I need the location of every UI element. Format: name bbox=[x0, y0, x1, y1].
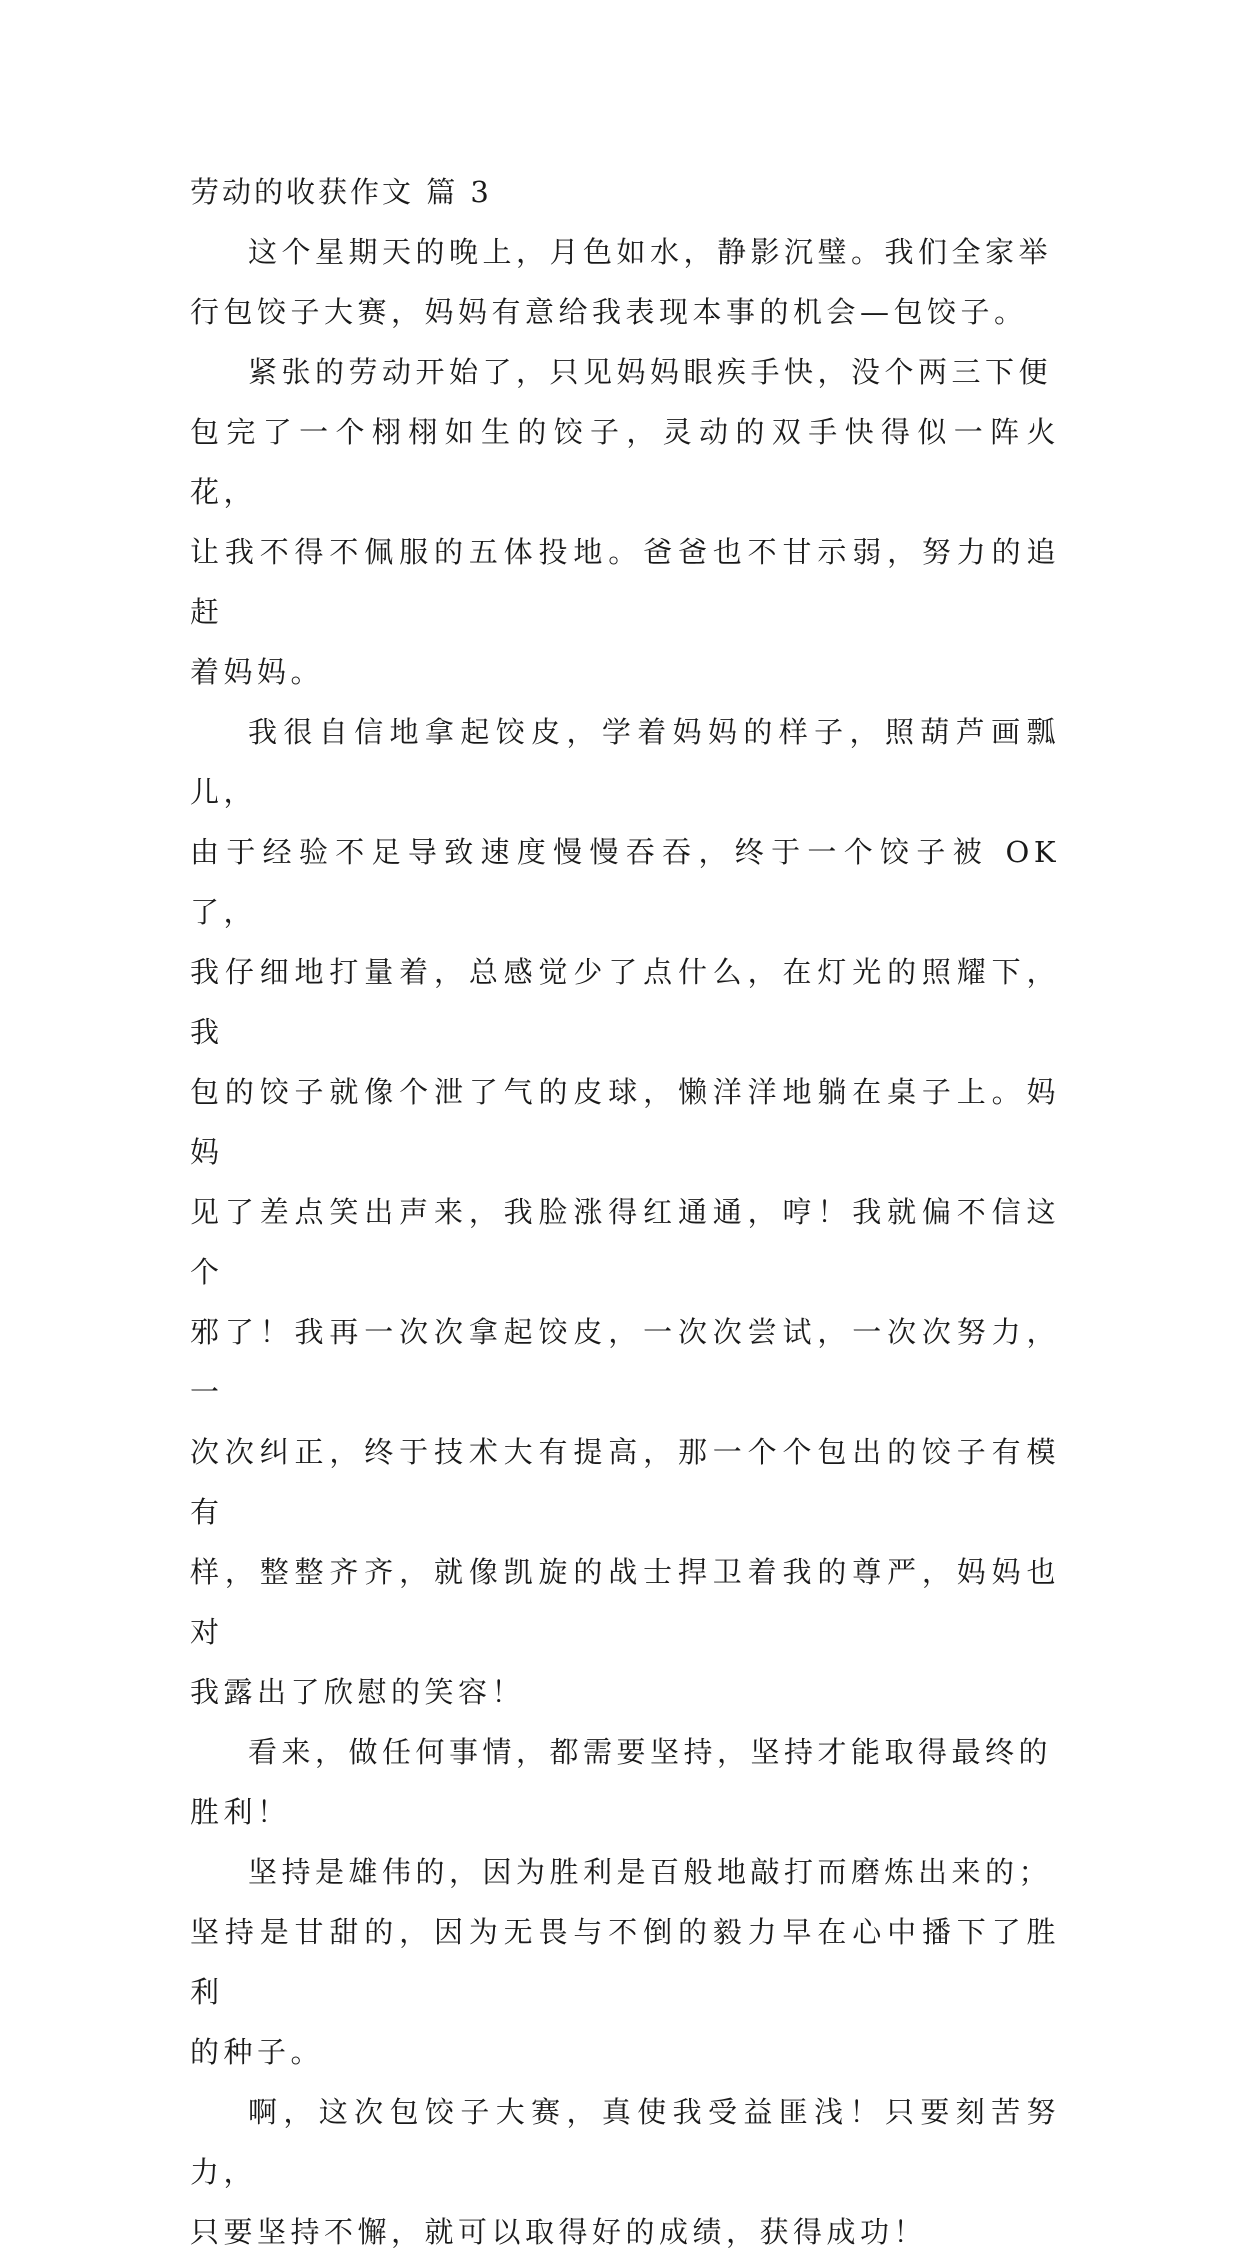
paragraph: 我很自信地拿起饺皮，学着妈妈的样子，照葫芦画瓢儿， 由于经验不足导致速度慢慢吞吞，终于一个饺子被 OK 了， 我仔细地打量着，总感觉少了点什么，在灯光的照耀下，我 包的饺子就像个泄了气的皮球，懒洋洋地躺在桌子上。妈妈 见了差点笑出声来，我脸涨得红通通，哼！我就偏不信这个 邪了！我再一次次拿起饺皮，一次次尝试，一次次努力，一 次次纠正，终于技术大有提高，那一个个包出的饺子有模有 样，整整齐齐，就像凯旋的战士捍卫着我的尊严，妈妈也对 我露出了欣慰的笑容！ bbox=[190, 715, 1060, 1709]
document-body bbox=[190, 162, 1060, 2262]
paragraph: 坚持是雄伟的，因为胜利是百般地敲打而磨炼出来的； 坚持是甘甜的，因为无畏与不倒的毅力早在心中播下了胜利 的种子。 bbox=[190, 1855, 1060, 2069]
document-title: 劳动的收获作文 篇 3 bbox=[190, 175, 492, 209]
paragraph: 啊，这次包饺子大赛，真使我受益匪浅！只要刻苦努力， 只要坚持不懈，就可以取得好的成绩，获得成功！ bbox=[190, 2095, 1060, 2249]
paragraph: 紧张的劳动开始了，只见妈妈眼疾手快，没个两三下便 包完了一个栩栩如生的饺子，灵动的双手快得似一阵火花， 让我不得不佩服的五体投地。爸爸也不甘示弱，努力的追赶 着妈妈。 bbox=[190, 355, 1060, 689]
paragraph: 看来，做任何事情，都需要坚持，坚持才能取得最终的 胜利！ bbox=[190, 1735, 1053, 1829]
paragraph: 这个星期天的晚上，月色如水，静影沉璧。我们全家举 行包饺子大赛，妈妈有意给我表现本事的机会—包饺子。 bbox=[190, 235, 1053, 329]
